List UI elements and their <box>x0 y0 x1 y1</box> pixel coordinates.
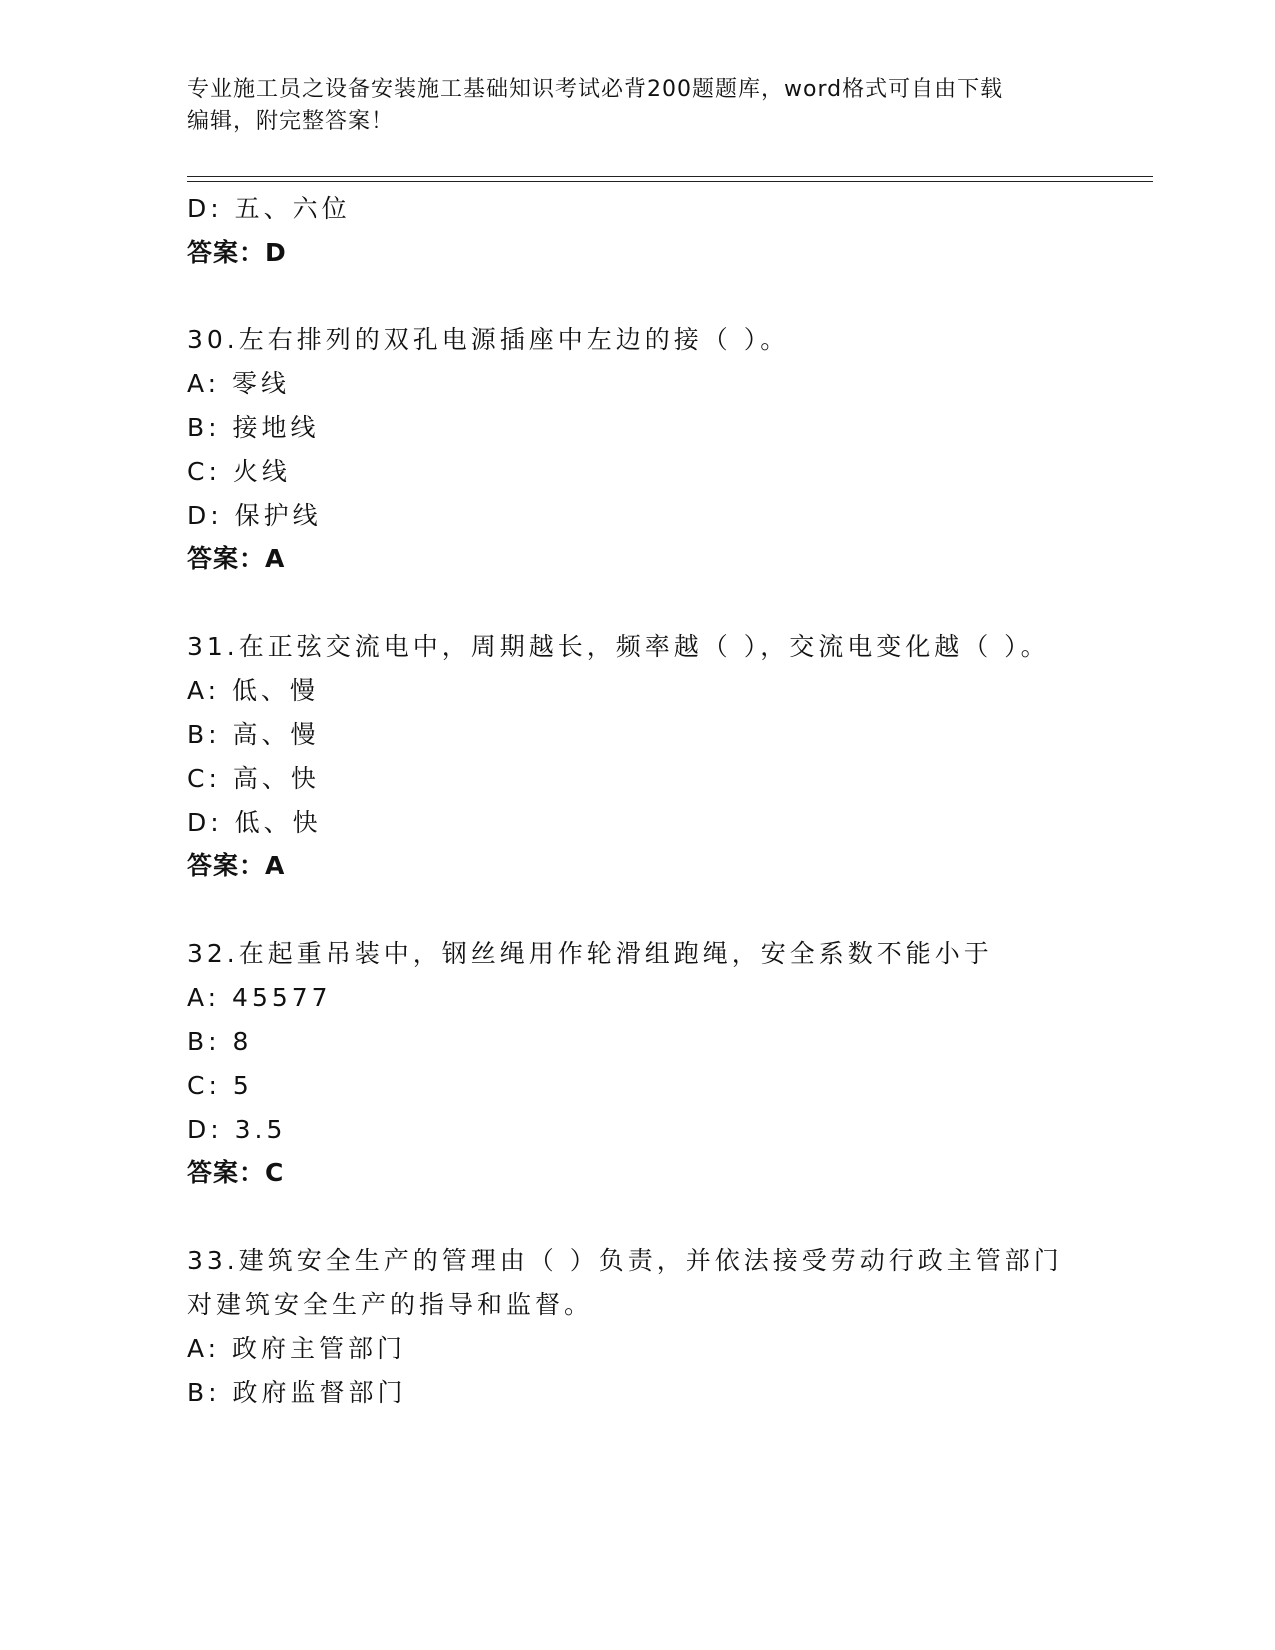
document-header <box>187 74 1067 138</box>
q29-option-d: D: 五、六位 <box>187 194 351 223</box>
q32-option-b: B: 8 <box>187 1027 253 1056</box>
q30-option-a: A: 零线 <box>187 369 291 398</box>
header-divider-bottom <box>187 181 1153 182</box>
q31-stem: 31.在正弦交流电中，周期越长，频率越（ ），交流电变化越（ ）。 <box>187 632 1050 661</box>
header-line-2: 编辑，附完整答案！ <box>187 109 395 134</box>
q30-option-d: D: 保护线 <box>187 501 322 530</box>
q33-stem-line-1: 33.建筑安全生产的管理由（ ）负责，并依法接受劳动行政主管部门 <box>187 1246 1063 1275</box>
q29-answer: 答案：D <box>187 238 287 267</box>
q31-option-d: D: 低、快 <box>187 808 322 837</box>
q31-option-b: B: 高、慢 <box>187 720 320 749</box>
q32-answer: 答案：C <box>187 1158 285 1187</box>
header-line-1: 专业施工员之设备安装施工基础知识考试必背200题题库，word格式可自由下载 <box>187 77 1004 102</box>
q33-stem-line-2: 对建筑安全生产的指导和监督。 <box>187 1290 594 1319</box>
q31-answer: 答案：A <box>187 851 286 880</box>
q33-option-a: A: 政府主管部门 <box>187 1334 407 1363</box>
q30-stem: 30.左右排列的双孔电源插座中左边的接（ ）。 <box>187 325 790 354</box>
q32-option-d: D: 3.5 <box>187 1115 287 1144</box>
q32-option-a: A: 45577 <box>187 983 332 1012</box>
header-divider-top <box>187 176 1153 177</box>
q31-option-c: C: 高、快 <box>187 764 320 793</box>
q32-stem: 32.在起重吊装中，钢丝绳用作轮滑组跑绳，安全系数不能小于 <box>187 939 993 968</box>
q30-option-c: C: 火线 <box>187 457 291 486</box>
q30-option-b: B: 接地线 <box>187 413 320 442</box>
q31-option-a: A: 低、慢 <box>187 676 320 705</box>
q30-answer: 答案：A <box>187 544 286 573</box>
q33-option-b: B: 政府监督部门 <box>187 1378 407 1407</box>
q32-option-c: C: 5 <box>187 1071 253 1100</box>
